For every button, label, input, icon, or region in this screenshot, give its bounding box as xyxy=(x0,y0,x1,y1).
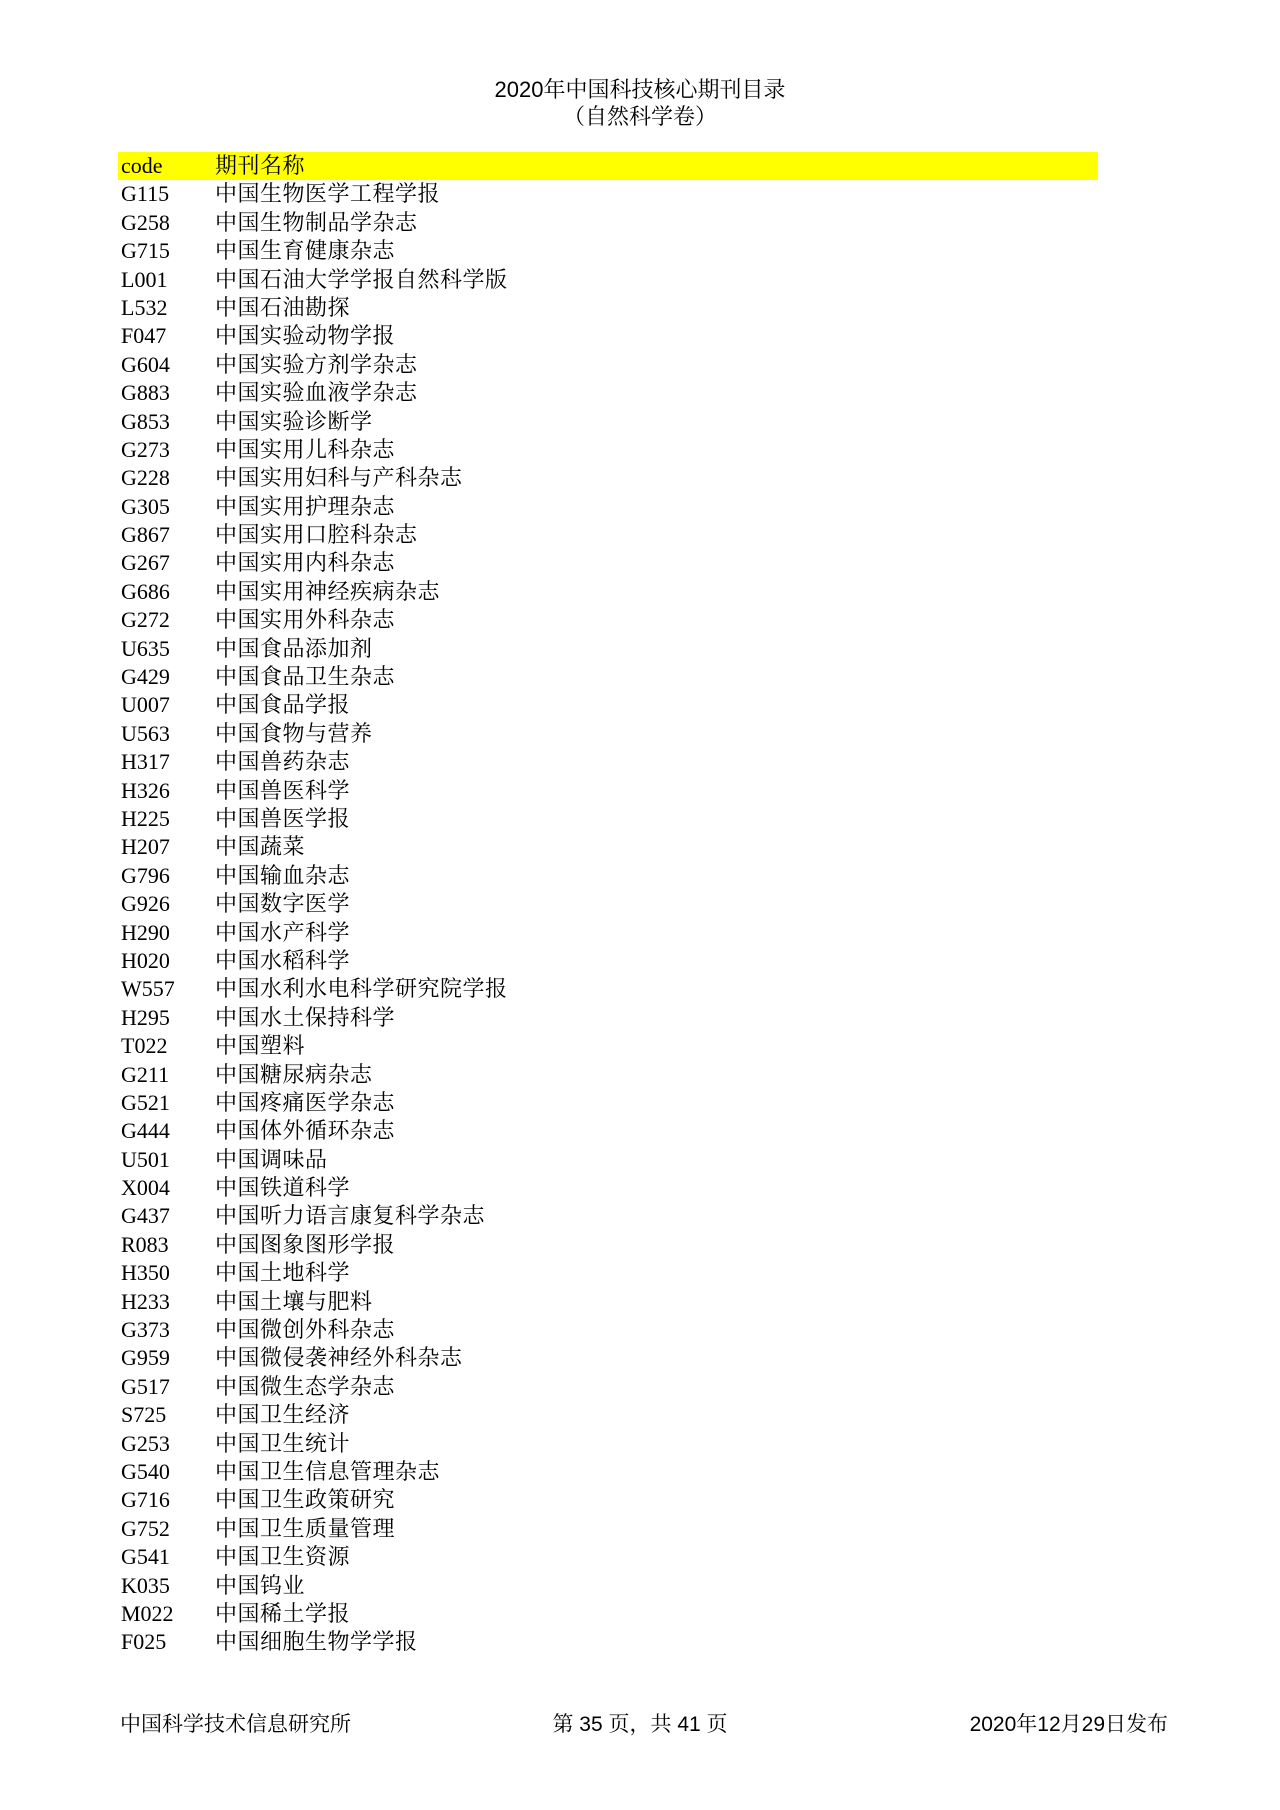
table-row xyxy=(118,975,1098,1003)
table-row xyxy=(118,1032,1098,1060)
document-title: 2020年中国科技核心期刊目录 xyxy=(494,77,786,102)
journal-name: 中国食物与营养 xyxy=(215,720,373,746)
journal-code: S725 xyxy=(121,1402,167,1428)
table-body xyxy=(118,180,1098,1656)
table-row xyxy=(118,606,1098,634)
table-row xyxy=(118,691,1098,719)
table-row xyxy=(118,1515,1098,1543)
journal-name: 中国食品卫生杂志 xyxy=(215,664,396,690)
table-row xyxy=(118,1259,1098,1287)
table-row xyxy=(118,1486,1098,1514)
footer-page-info: 第 35 页，共 41 页 xyxy=(552,1713,728,1736)
journal-name: 中国土地科学 xyxy=(215,1260,351,1286)
table-row xyxy=(118,521,1098,549)
journal-code: G604 xyxy=(121,351,170,377)
table-row xyxy=(118,294,1098,322)
journal-code: U563 xyxy=(121,720,170,746)
journal-name: 中国实用护理杂志 xyxy=(215,493,396,519)
journal-code: U635 xyxy=(121,635,170,661)
journal-name: 中国体外循环杂志 xyxy=(215,1118,396,1144)
journal-code: L001 xyxy=(121,266,168,292)
journal-name: 中国实用神经疾病杂志 xyxy=(215,578,441,604)
journal-name: 中国实验动物学报 xyxy=(215,323,396,349)
journal-code: H233 xyxy=(121,1288,170,1314)
journal-code: G272 xyxy=(121,607,170,633)
journal-name: 中国石油大学学报自然科学版 xyxy=(215,266,508,292)
journal-name: 中国糖尿病杂志 xyxy=(215,1061,373,1087)
journal-code: H326 xyxy=(121,777,170,803)
journal-name: 中国实用外科杂志 xyxy=(215,607,396,633)
table-row xyxy=(118,1373,1098,1401)
table-row xyxy=(118,1288,1098,1316)
journal-name: 中国兽药杂志 xyxy=(215,749,351,775)
table-row xyxy=(118,919,1098,947)
journal-code: H207 xyxy=(121,834,170,860)
table-row xyxy=(118,549,1098,577)
journal-name: 中国蔬菜 xyxy=(215,834,306,860)
table-row xyxy=(118,322,1098,350)
journal-code: G437 xyxy=(121,1203,170,1229)
table-row xyxy=(118,833,1098,861)
journal-name: 中国微侵袭神经外科杂志 xyxy=(215,1345,463,1371)
journal-name: 中国食品学报 xyxy=(215,692,351,718)
table-row xyxy=(118,805,1098,833)
table-row xyxy=(118,1231,1098,1259)
journal-code: G444 xyxy=(121,1118,170,1144)
journal-name: 中国实验诊断学 xyxy=(215,408,373,434)
journal-code: G715 xyxy=(121,238,170,264)
table-row xyxy=(118,408,1098,436)
journal-name: 中国听力语言康复科学杂志 xyxy=(215,1203,486,1229)
journal-name: 中国水土保持科学 xyxy=(215,1004,396,1030)
journal-name: 中国卫生经济 xyxy=(215,1402,351,1428)
table-row xyxy=(118,1600,1098,1628)
table-row xyxy=(118,1117,1098,1145)
journal-name: 中国卫生质量管理 xyxy=(215,1515,396,1541)
journal-name: 中国实验血液学杂志 xyxy=(215,380,418,406)
table-row xyxy=(118,862,1098,890)
table-row xyxy=(118,464,1098,492)
journal-code: G373 xyxy=(121,1317,170,1343)
table-row xyxy=(118,1174,1098,1202)
journal-code: G686 xyxy=(121,578,170,604)
table-row xyxy=(118,777,1098,805)
journal-code: L532 xyxy=(121,294,168,320)
journal-code: G540 xyxy=(121,1458,170,1484)
table-row xyxy=(118,1146,1098,1174)
journal-name: 中国生物医学工程学报 xyxy=(215,181,441,207)
journal-name: 中国实用妇科与产科杂志 xyxy=(215,465,463,491)
journal-name: 中国铁道科学 xyxy=(215,1175,351,1201)
table-row xyxy=(118,1458,1098,1486)
journal-name: 中国塑料 xyxy=(215,1033,306,1059)
journal-code: G267 xyxy=(121,550,170,576)
table-row xyxy=(118,890,1098,918)
journal-name: 中国食品添加剂 xyxy=(215,635,373,661)
journal-code: G228 xyxy=(121,465,170,491)
table-row xyxy=(118,1628,1098,1656)
table-row xyxy=(118,379,1098,407)
journal-name: 中国钨业 xyxy=(215,1572,306,1598)
journal-name: 中国实验方剂学杂志 xyxy=(215,351,418,377)
column-header-name: 期刊名称 xyxy=(215,153,306,178)
journal-code: T022 xyxy=(121,1033,168,1059)
table-row xyxy=(118,1061,1098,1089)
table-row xyxy=(118,1344,1098,1372)
journal-code: G211 xyxy=(121,1061,170,1087)
table-row xyxy=(118,351,1098,379)
journal-name: 中国细胞生物学学报 xyxy=(215,1629,418,1655)
table-row xyxy=(118,1543,1098,1571)
journal-name: 中国兽医科学 xyxy=(215,777,351,803)
table-row xyxy=(118,720,1098,748)
journal-code: G853 xyxy=(121,408,170,434)
journal-code: G796 xyxy=(121,862,170,888)
journal-table xyxy=(118,152,1098,1657)
journal-code: M022 xyxy=(121,1600,174,1626)
table-row xyxy=(118,578,1098,606)
journal-name: 中国稀土学报 xyxy=(215,1600,351,1626)
journal-code: G716 xyxy=(121,1487,170,1513)
journal-code: K035 xyxy=(121,1572,170,1598)
table-row xyxy=(118,748,1098,776)
journal-code: G959 xyxy=(121,1345,170,1371)
table-row xyxy=(118,493,1098,521)
table-row xyxy=(118,266,1098,294)
journal-code: G541 xyxy=(121,1544,170,1570)
table-row xyxy=(118,237,1098,265)
table-row xyxy=(118,1572,1098,1600)
journal-code: U501 xyxy=(121,1146,170,1172)
journal-code: H350 xyxy=(121,1260,170,1286)
table-row xyxy=(118,947,1098,975)
journal-name: 中国输血杂志 xyxy=(215,862,351,888)
table-row xyxy=(118,180,1098,208)
journal-code: G517 xyxy=(121,1373,170,1399)
journal-name: 中国兽医学报 xyxy=(215,805,351,831)
page-footer xyxy=(0,1710,1280,1740)
journal-code: G521 xyxy=(121,1089,170,1115)
journal-code: H290 xyxy=(121,919,170,945)
journal-code: H295 xyxy=(121,1004,170,1030)
journal-code: G253 xyxy=(121,1430,170,1456)
journal-name: 中国土壤与肥料 xyxy=(215,1288,373,1314)
journal-name: 中国微生态学杂志 xyxy=(215,1373,396,1399)
table-row xyxy=(118,209,1098,237)
journal-name: 中国水利水电科学研究院学报 xyxy=(215,976,508,1002)
table-row xyxy=(118,1089,1098,1117)
journal-code: G867 xyxy=(121,522,170,548)
table-row xyxy=(118,1316,1098,1344)
table-row xyxy=(118,635,1098,663)
journal-name: 中国调味品 xyxy=(215,1146,328,1172)
journal-name: 中国微创外科杂志 xyxy=(215,1317,396,1343)
journal-code: G258 xyxy=(121,209,170,235)
journal-code: G305 xyxy=(121,493,170,519)
journal-name: 中国生育健康杂志 xyxy=(215,238,396,264)
journal-name: 中国石油勘探 xyxy=(215,294,351,320)
journal-code: H317 xyxy=(121,749,170,775)
journal-name: 中国实用口腔科杂志 xyxy=(215,522,418,548)
journal-code: R083 xyxy=(121,1231,169,1257)
journal-name: 中国水产科学 xyxy=(215,919,351,945)
journal-code: G429 xyxy=(121,664,170,690)
journal-name: 中国卫生信息管理杂志 xyxy=(215,1458,441,1484)
journal-code: H225 xyxy=(121,805,170,831)
journal-code: W557 xyxy=(121,976,175,1002)
journal-name: 中国实用儿科杂志 xyxy=(215,436,396,462)
journal-name: 中国水稻科学 xyxy=(215,947,351,973)
table-row xyxy=(118,1202,1098,1230)
column-header-code: code xyxy=(121,153,163,178)
journal-name: 中国实用内科杂志 xyxy=(215,550,396,576)
table-row xyxy=(118,1401,1098,1429)
journal-code: G273 xyxy=(121,436,170,462)
journal-code: G883 xyxy=(121,380,170,406)
table-row xyxy=(118,1004,1098,1032)
journal-name: 中国卫生资源 xyxy=(215,1544,351,1570)
journal-name: 中国疼痛医学杂志 xyxy=(215,1089,396,1115)
table-row xyxy=(118,436,1098,464)
footer-publisher: 中国科学技术信息研究所 xyxy=(120,1713,351,1736)
journal-code: G752 xyxy=(121,1515,170,1541)
journal-code: U007 xyxy=(121,692,170,718)
journal-name: 中国图象图形学报 xyxy=(215,1231,396,1257)
journal-code: F047 xyxy=(121,323,167,349)
journal-code: G115 xyxy=(121,181,170,207)
journal-name: 中国数字医学 xyxy=(215,891,351,917)
footer-date: 2020年12月29日发布 xyxy=(969,1713,1168,1736)
journal-code: F025 xyxy=(121,1629,167,1655)
journal-code: X004 xyxy=(121,1175,170,1201)
journal-code: G926 xyxy=(121,891,170,917)
journal-name: 中国生物制品学杂志 xyxy=(215,209,418,235)
document-subtitle: （自然科学卷） xyxy=(562,104,717,129)
journal-name: 中国卫生政策研究 xyxy=(215,1487,396,1513)
table-row xyxy=(118,1430,1098,1458)
table-row xyxy=(118,663,1098,691)
table-header-row xyxy=(118,152,1098,180)
journal-code: H020 xyxy=(121,947,170,973)
journal-name: 中国卫生统计 xyxy=(215,1430,351,1456)
document-header xyxy=(0,76,1280,130)
